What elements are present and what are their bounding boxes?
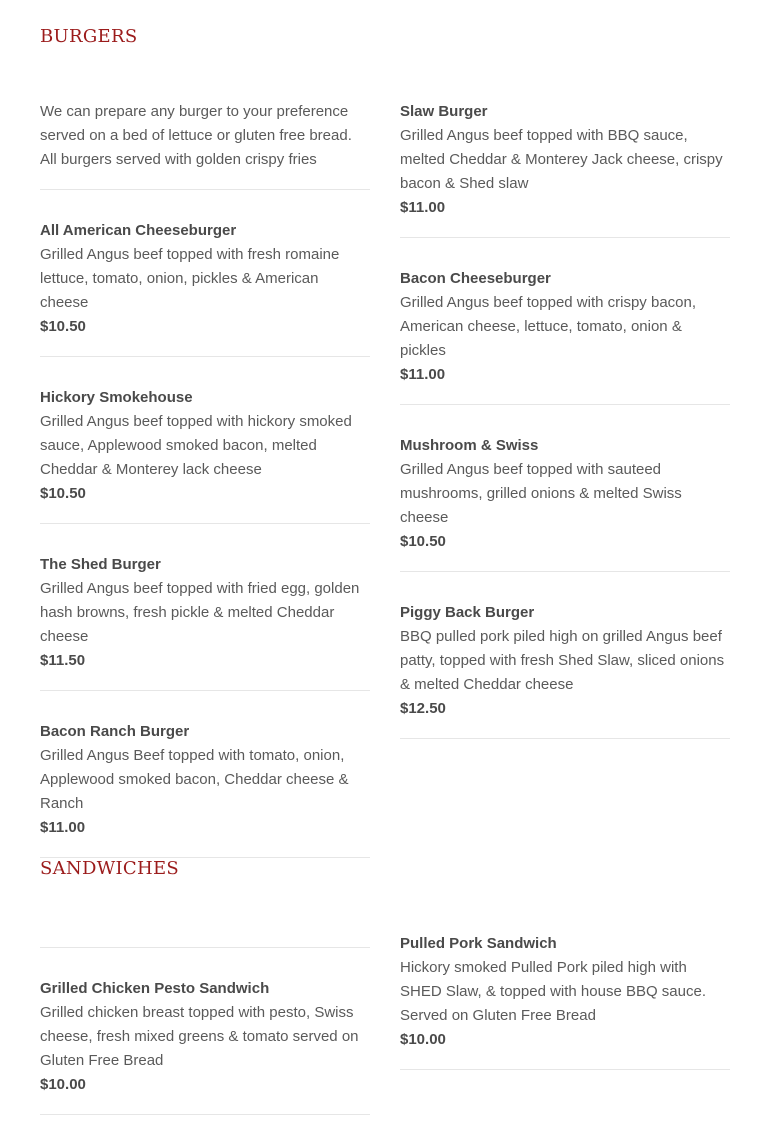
item-description: Grilled Angus beef topped with fried egg, golden hash browns, fresh pickle & melted Cheddar cheese bbox=[40, 580, 360, 645]
item-price: $11.00 bbox=[400, 366, 446, 383]
menu-item bbox=[400, 434, 730, 572]
item-description: Grilled Angus beef topped with BBQ sauce, melted Cheddar & Monterey Jack cheese, crispy bacon & Shed slaw bbox=[400, 127, 723, 192]
item-name: Piggy Back Burger bbox=[400, 604, 535, 621]
item-price: $10.50 bbox=[40, 485, 86, 502]
menu-item bbox=[40, 977, 370, 1115]
menu-item bbox=[40, 553, 370, 691]
sandwiches-section-title: SANDWICHES bbox=[40, 858, 180, 879]
sandwiches-left-column bbox=[40, 918, 370, 1144]
menu-item bbox=[40, 386, 370, 524]
item-price: $11.00 bbox=[400, 199, 446, 216]
item-name: All American Cheeseburger bbox=[40, 222, 237, 239]
menu-item bbox=[400, 601, 730, 739]
item-price: $10.50 bbox=[40, 318, 86, 335]
menu-item bbox=[40, 720, 370, 858]
item-price: $10.50 bbox=[400, 533, 446, 550]
item-price: $10.00 bbox=[400, 1031, 446, 1048]
item-description: Grilled Angus beef topped with fresh romaine lettuce, tomato, onion, pickles & American cheese bbox=[40, 246, 340, 311]
item-name: Hickory Smokehouse bbox=[40, 389, 193, 406]
item-name: Pulled Pork Sandwich bbox=[400, 935, 557, 952]
item-name: Bacon Cheeseburger bbox=[400, 270, 551, 287]
menu-item bbox=[400, 100, 730, 238]
burgers-left-column bbox=[40, 100, 370, 887]
menu-item bbox=[400, 267, 730, 405]
item-description: Grilled Angus beef topped with sauteed mushrooms, grilled onions & melted Swiss cheese bbox=[400, 461, 682, 526]
burgers-intro: We can prepare any burger to your preference served on a bed of lettuce or gluten free bread. All burgers served with golden crispy fries bbox=[40, 100, 370, 190]
item-description: Grilled Angus beef topped with hickory smoked sauce, Applewood smoked bacon, melted Cheddar & Monterey lack cheese bbox=[40, 413, 352, 478]
menu-item bbox=[400, 932, 730, 1070]
item-description: Grilled Angus beef topped with crispy bacon, American cheese, lettuce, tomato, onion & pickles bbox=[400, 294, 697, 359]
item-name: Bacon Ranch Burger bbox=[40, 723, 190, 740]
item-description: Hickory smoked Pulled Pork piled high with SHED Slaw, & topped with house BBQ sauce. Served on Gluten Free Bread bbox=[400, 959, 706, 1024]
menu-item bbox=[40, 219, 370, 357]
item-price: $11.00 bbox=[40, 819, 86, 836]
item-price: $11.50 bbox=[40, 652, 86, 669]
item-description: Grilled Angus Beef topped with tomato, onion, Applewood smoked bacon, Cheddar cheese & Ranch bbox=[40, 747, 349, 812]
divider bbox=[40, 947, 370, 948]
item-description: Grilled chicken breast topped with pesto, Swiss cheese, fresh mixed greens & tomato served on Gluten Free Bread bbox=[40, 1004, 359, 1069]
item-price: $12.50 bbox=[400, 700, 446, 717]
item-name: Grilled Chicken Pesto Sandwich bbox=[40, 980, 270, 997]
sandwiches-right-column bbox=[400, 932, 730, 1099]
burgers-right-column bbox=[400, 100, 730, 768]
item-name: Slaw Burger bbox=[400, 103, 488, 120]
item-name: Mushroom & Swiss bbox=[400, 437, 539, 454]
item-price: $10.00 bbox=[40, 1076, 86, 1093]
item-name: The Shed Burger bbox=[40, 556, 161, 573]
item-description: BBQ pulled pork piled high on grilled Angus beef patty, topped with fresh Shed Slaw, sliced onions & melted Cheddar cheese bbox=[400, 628, 725, 693]
burgers-section-title: BURGERS bbox=[40, 26, 138, 47]
